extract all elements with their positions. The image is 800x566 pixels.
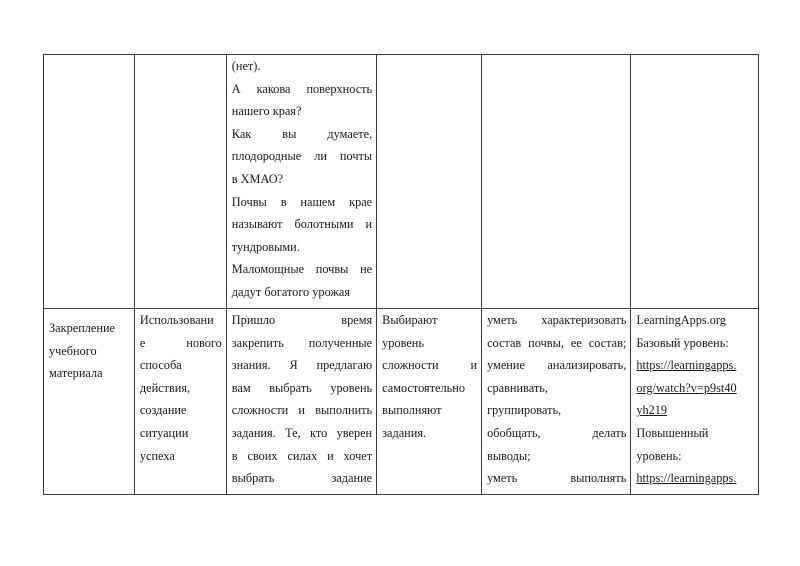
- text-line: называют болотными и: [231, 217, 373, 232]
- text-line: выбрать задание: [231, 471, 373, 486]
- advanced-level-label: [636, 422, 754, 467]
- text-line: самостоятельно: [382, 380, 465, 395]
- text-line: тундровыми.: [231, 239, 300, 254]
- text-line: задания.: [382, 425, 427, 440]
- text-line: способа: [139, 358, 182, 373]
- resources-cell: [631, 309, 759, 495]
- skills-cell: [482, 309, 631, 495]
- link-text[interactable]: https://learningapps.: [636, 358, 737, 373]
- text-line: вам выбрать уровень: [231, 380, 373, 395]
- text-line: закрепить полученные: [231, 335, 373, 350]
- teacher-activity-text: [232, 55, 372, 304]
- text-line: группировать,: [487, 403, 562, 418]
- text-line: уметь выполнять: [487, 471, 627, 486]
- text-line: уровень:: [636, 448, 682, 463]
- skills-text: [487, 309, 626, 490]
- basic-level-label: Базовый уровень:: [636, 335, 729, 350]
- text-line: Почвы в нашем крае: [231, 194, 373, 209]
- text-line: обобщать, делать: [487, 425, 627, 440]
- resource-site-name: LearningApps.org: [636, 313, 726, 327]
- advanced-level-link[interactable]: [636, 467, 754, 490]
- text-line: Повышенный: [636, 425, 709, 440]
- text-line: сложности и: [382, 358, 478, 373]
- text-line: Маломощные почвы не: [231, 262, 373, 277]
- text-line: умение анализировать,: [487, 358, 627, 373]
- teacher-activity-text: [232, 309, 372, 490]
- stage-title: [49, 317, 130, 385]
- text-line: А какова поверхность: [231, 81, 373, 96]
- table-row: [44, 309, 759, 495]
- resources-cell: [631, 55, 759, 309]
- text-line: в своих силах и хочет: [231, 448, 373, 463]
- student-activity-cell: [377, 309, 482, 495]
- link-text[interactable]: org/watch?v=p9st40: [636, 380, 737, 395]
- text-line: знания. Я предлагаю: [231, 358, 373, 373]
- teacher-activity-cell: [226, 55, 376, 309]
- student-activity-cell: [377, 55, 482, 309]
- text-line: выполняют: [382, 403, 442, 418]
- student-activity-text: [382, 309, 477, 445]
- text-line: Как вы думаете,: [231, 126, 373, 141]
- text-line: успеха: [139, 448, 175, 463]
- text-line: плодородные ли почты: [231, 149, 373, 164]
- text-line: состав почвы, ее состав;: [487, 335, 627, 350]
- teacher-activity-cell: [226, 309, 376, 495]
- method-text: [140, 309, 222, 467]
- text-line: Выбирают: [382, 313, 438, 327]
- basic-level-link[interactable]: [636, 354, 754, 422]
- stage-cell: [44, 55, 135, 309]
- method-cell: [134, 55, 226, 309]
- table-row: [44, 55, 759, 309]
- text-line: уровень: [382, 335, 424, 350]
- text-line: Закрепление: [49, 321, 115, 335]
- text-line: дадут богатого урожая: [231, 284, 351, 299]
- text-line: действия,: [139, 380, 191, 395]
- stage-cell: [44, 309, 135, 495]
- method-cell: [134, 309, 226, 495]
- text-line: ситуации: [139, 425, 189, 440]
- text-line: в ХМАО?: [231, 171, 284, 186]
- skills-cell: [482, 55, 631, 309]
- text-line: сравнивать,: [487, 380, 548, 395]
- text-line: Пришло время: [231, 313, 373, 327]
- text-line: Использовани: [139, 313, 214, 327]
- text-line: создание: [139, 403, 187, 418]
- text-line: нашего края?: [231, 104, 302, 119]
- text-line: е нового: [139, 335, 222, 350]
- text-line: задания. Те, кто уверен: [231, 425, 373, 440]
- lesson-plan-table: [43, 54, 759, 495]
- text-line: сложности и выполнить: [231, 403, 373, 418]
- text-line: уметь характеризовать: [487, 313, 627, 327]
- text-line: выводы;: [487, 448, 531, 463]
- text-line: учебного: [49, 343, 97, 358]
- link-text[interactable]: yh219: [636, 403, 668, 418]
- text-line: (нет).: [231, 59, 261, 73]
- text-line: материала: [49, 366, 103, 381]
- link-text[interactable]: https://learningapps.: [636, 471, 737, 486]
